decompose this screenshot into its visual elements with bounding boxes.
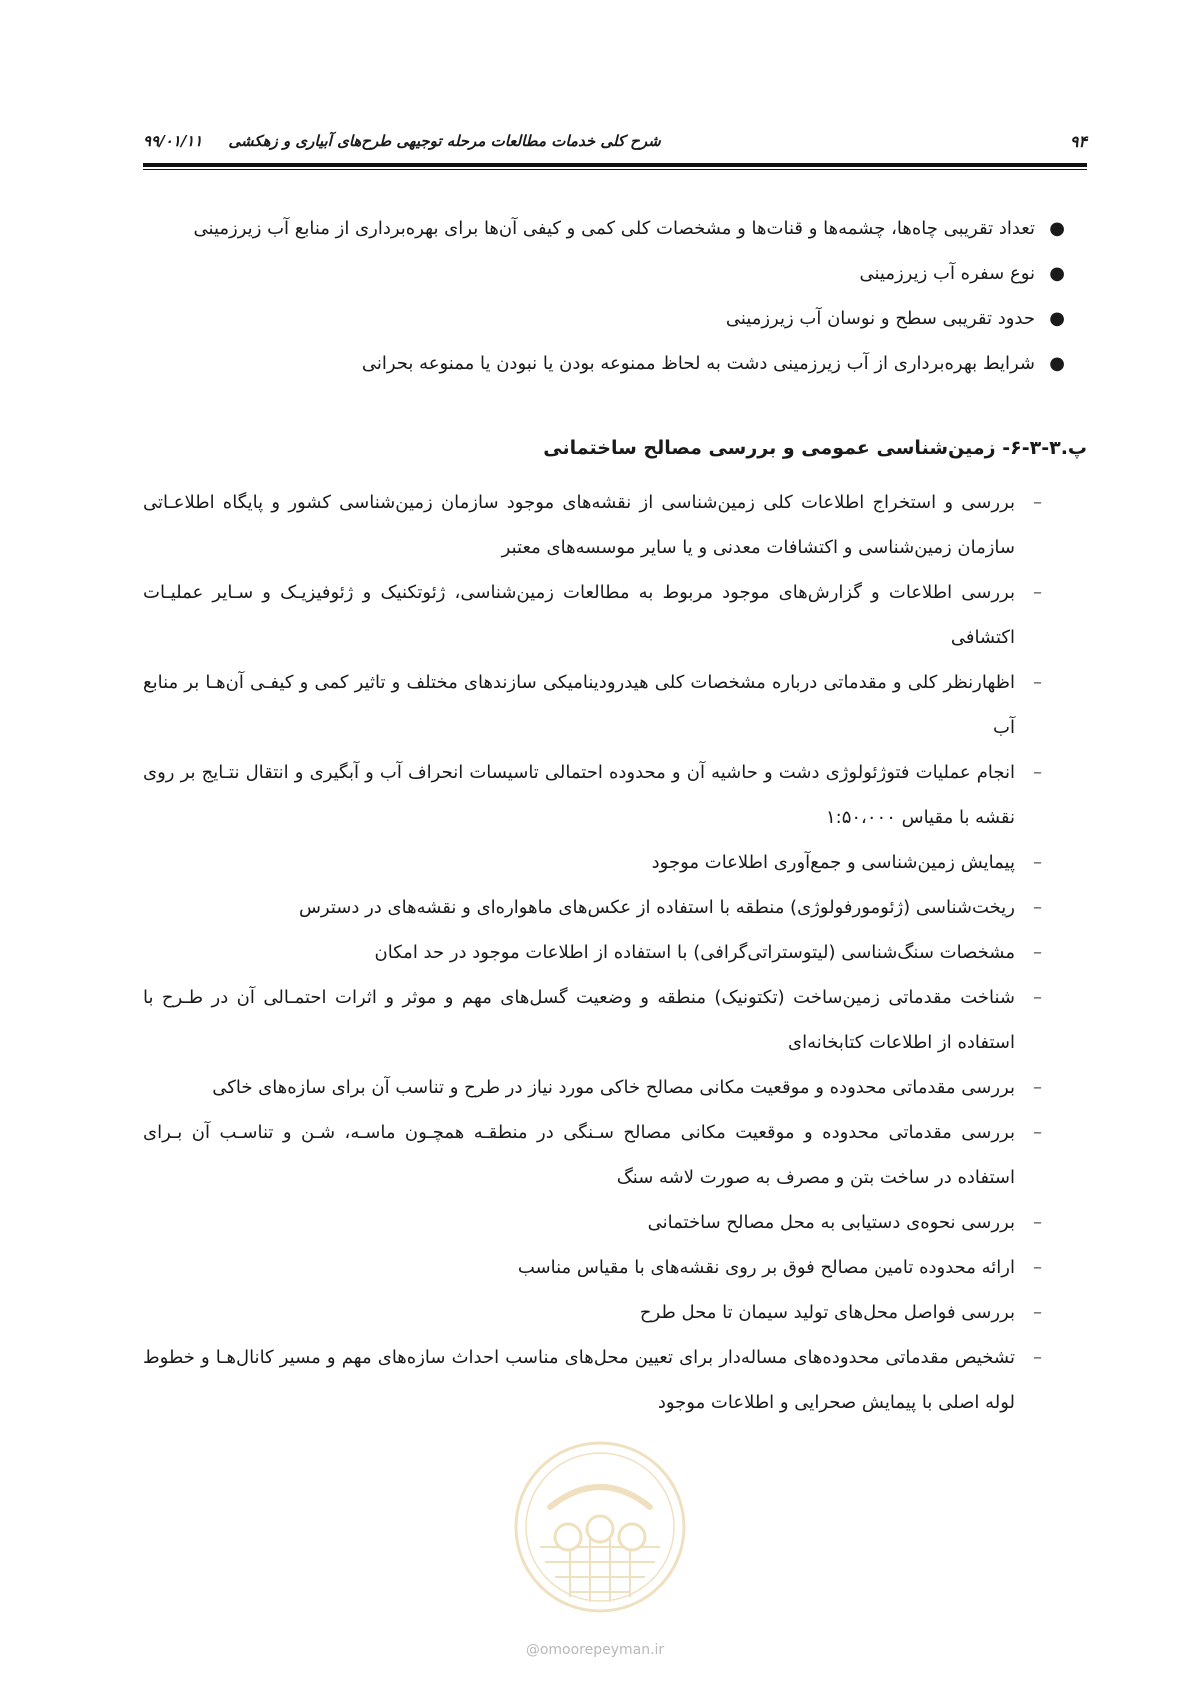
page-number: ۹۴ [1069,132,1087,151]
list-item-text: بررسی اطلاعات و گزارش‌های موجود مربوط به مطالعات زمین‌شناسی، ژئوتکنیک و ژئوفیزیـک و سـایر عملیـات اکتشافی [143,582,1015,648]
list-item-text: پیمایش زمین‌شناسی و جمع‌آوری اطلاعات موجود [651,852,1015,873]
header-rule-thick [143,163,1087,167]
dash-list [143,480,1087,1425]
list-item-text: تشخیص مقدماتی محدوده‌های مساله‌دار برای تعیین محل‌های مناسب احداث سازه‌های مهم و مسیر کانال‌هـا و خطوط لوله اصلی با پیمایش صحرایی و اطلاعات موجود [143,1347,1015,1413]
bullet-item [143,206,1087,251]
header-title: شرح کلی خدمات مطالعات مرحله توجیهی طرح‌های آبیاری و زهکشی [228,132,661,150]
list-item-text: ریخت‌شناسی (ژئومورفولوژی) منطقه با استفاده از عکس‌های ماهواره‌ای و نقشه‌های در دسترس [298,897,1015,918]
watermark-url: @omoorepeyman.ir [525,1642,665,1658]
dash-icon: – [1033,762,1042,783]
list-item-text: بررسی فواصل محل‌های تولید سیمان تا محل طرح [639,1302,1015,1323]
watermark-logo-icon [510,1437,690,1617]
bullet-icon: ● [1049,218,1065,239]
header-date: ۹۹/۰۱/۱۱ [143,132,203,150]
bullet-text: تعداد تقریبی چاه‌ها، چشمه‌ها و قنات‌ها و مشخصات کلی کمی و کیفی آن‌ها برای بهره‌برداری از منابع آب زیرزمینی [193,218,1035,239]
bullet-list [143,206,1087,386]
list-item [143,1290,1087,1335]
list-item [143,1065,1087,1110]
list-item [143,1245,1087,1290]
list-item-text: بررسی مقدماتی محدوده و موقعیت مکانی مصالح خاکی مورد نیاز در طرح و تناسب آن برای سازه‌های خاکی [212,1077,1015,1098]
bullet-text: حدود تقریبی سطح و نوسان آب زیرزمینی [725,308,1035,329]
bullet-item [143,251,1087,296]
list-item-text: انجام عملیات فتوژئولوژی دشت و حاشیه آن و محدوده احتمالی تاسیسات انحراف آب و آبگیری و انتقال نتـایج بر روی نقشه با مقیاس ۱:۵۰،۰۰۰ [143,762,1015,828]
page-header [143,128,1087,158]
dash-icon: – [1033,1302,1042,1323]
bullet-text: نوع سفره آب زیرزمینی [859,263,1035,284]
list-item [143,570,1087,660]
watermark-url-text: omoorepeyman.ir [539,1642,665,1658]
list-item [143,885,1087,930]
dash-icon: – [1033,1077,1042,1098]
section-title: زمین‌شناسی عمومی و بررسی مصالح ساختمانی [543,437,996,459]
bullet-text: شرایط بهره‌برداری از آب زیرزمینی دشت به لحاظ ممنوعه بودن یا نبودن یا ممنوعه بحرانی [361,353,1035,374]
dash-icon: – [1033,582,1042,603]
list-item-text: بررسی نحوه‌ی دستیابی به محل مصالح ساختمانی [647,1212,1015,1233]
bullet-icon: ● [1049,263,1065,284]
bullet-item [143,296,1087,341]
dash-icon: – [1033,852,1042,873]
dash-icon: – [1033,1347,1042,1368]
section-number: پ.۳-۳-۶- [1002,437,1087,459]
dash-icon: – [1033,987,1042,1008]
bullet-item [143,341,1087,386]
header-title-line [143,132,661,150]
list-item-text: بررسی مقدماتی محدوده و موقعیت مکانی مصالح سـنگی در منطقـه همچـون ماسـه، شـن و تناسـب آن بـرای استفاده در ساخت بتن و مصرف به صورت لاشه سنگ [143,1122,1015,1188]
list-item-text: شناخت مقدماتی زمین‌ساخت (تکتونیک) منطقه و وضعیت گسل‌های مهم و موثر و اثرات احتمـالی آن در طـرح با استفاده از اطلاعات کتابخانه‌ای [143,987,1015,1053]
list-item [143,1110,1087,1200]
bullet-icon: ● [1049,353,1065,374]
page-content [143,206,1087,1425]
dash-icon: – [1033,897,1042,918]
header-rule-thin [143,169,1087,170]
list-item-text: مشخصات سنگ‌شناسی (لیتوستراتی‌گرافی) با استفاده از اطلاعات موجود در حد امکان [374,942,1015,963]
section-heading [143,428,1087,468]
list-item-text: ارائه محدوده تامین مصالح فوق بر روی نقشه‌های با مقیاس مناسب [517,1257,1015,1278]
list-item [143,1200,1087,1245]
list-item [143,1335,1087,1425]
list-item [143,930,1087,975]
list-item-text: بررسی و استخراج اطلاعات کلی زمین‌شناسی از نقشه‌های موجود سازمان زمین‌شناسی کشور و پایگاه اطلاعـاتی سازمان زمین‌شناسی و اکتشافات معدنی و یا سایر موسسه‌های معتبر [143,492,1015,558]
dash-icon: – [1033,1212,1042,1233]
list-item [143,840,1087,885]
list-item [143,480,1087,570]
dash-icon: – [1033,942,1042,963]
list-item [143,660,1087,750]
list-item-text: اظهارنظر کلی و مقدماتی درباره مشخصات کلی هیدرودینامیکی سازندهای مختلف و تاثیر کمی و کیفـی آن‌هـا بر منابع آب [143,672,1015,738]
bullet-icon: ● [1049,308,1065,329]
dash-icon: – [1033,1122,1042,1143]
dash-icon: – [1033,672,1042,693]
list-item [143,750,1087,840]
dash-icon: – [1033,1257,1042,1278]
dash-icon: – [1033,492,1042,513]
list-item [143,975,1087,1065]
